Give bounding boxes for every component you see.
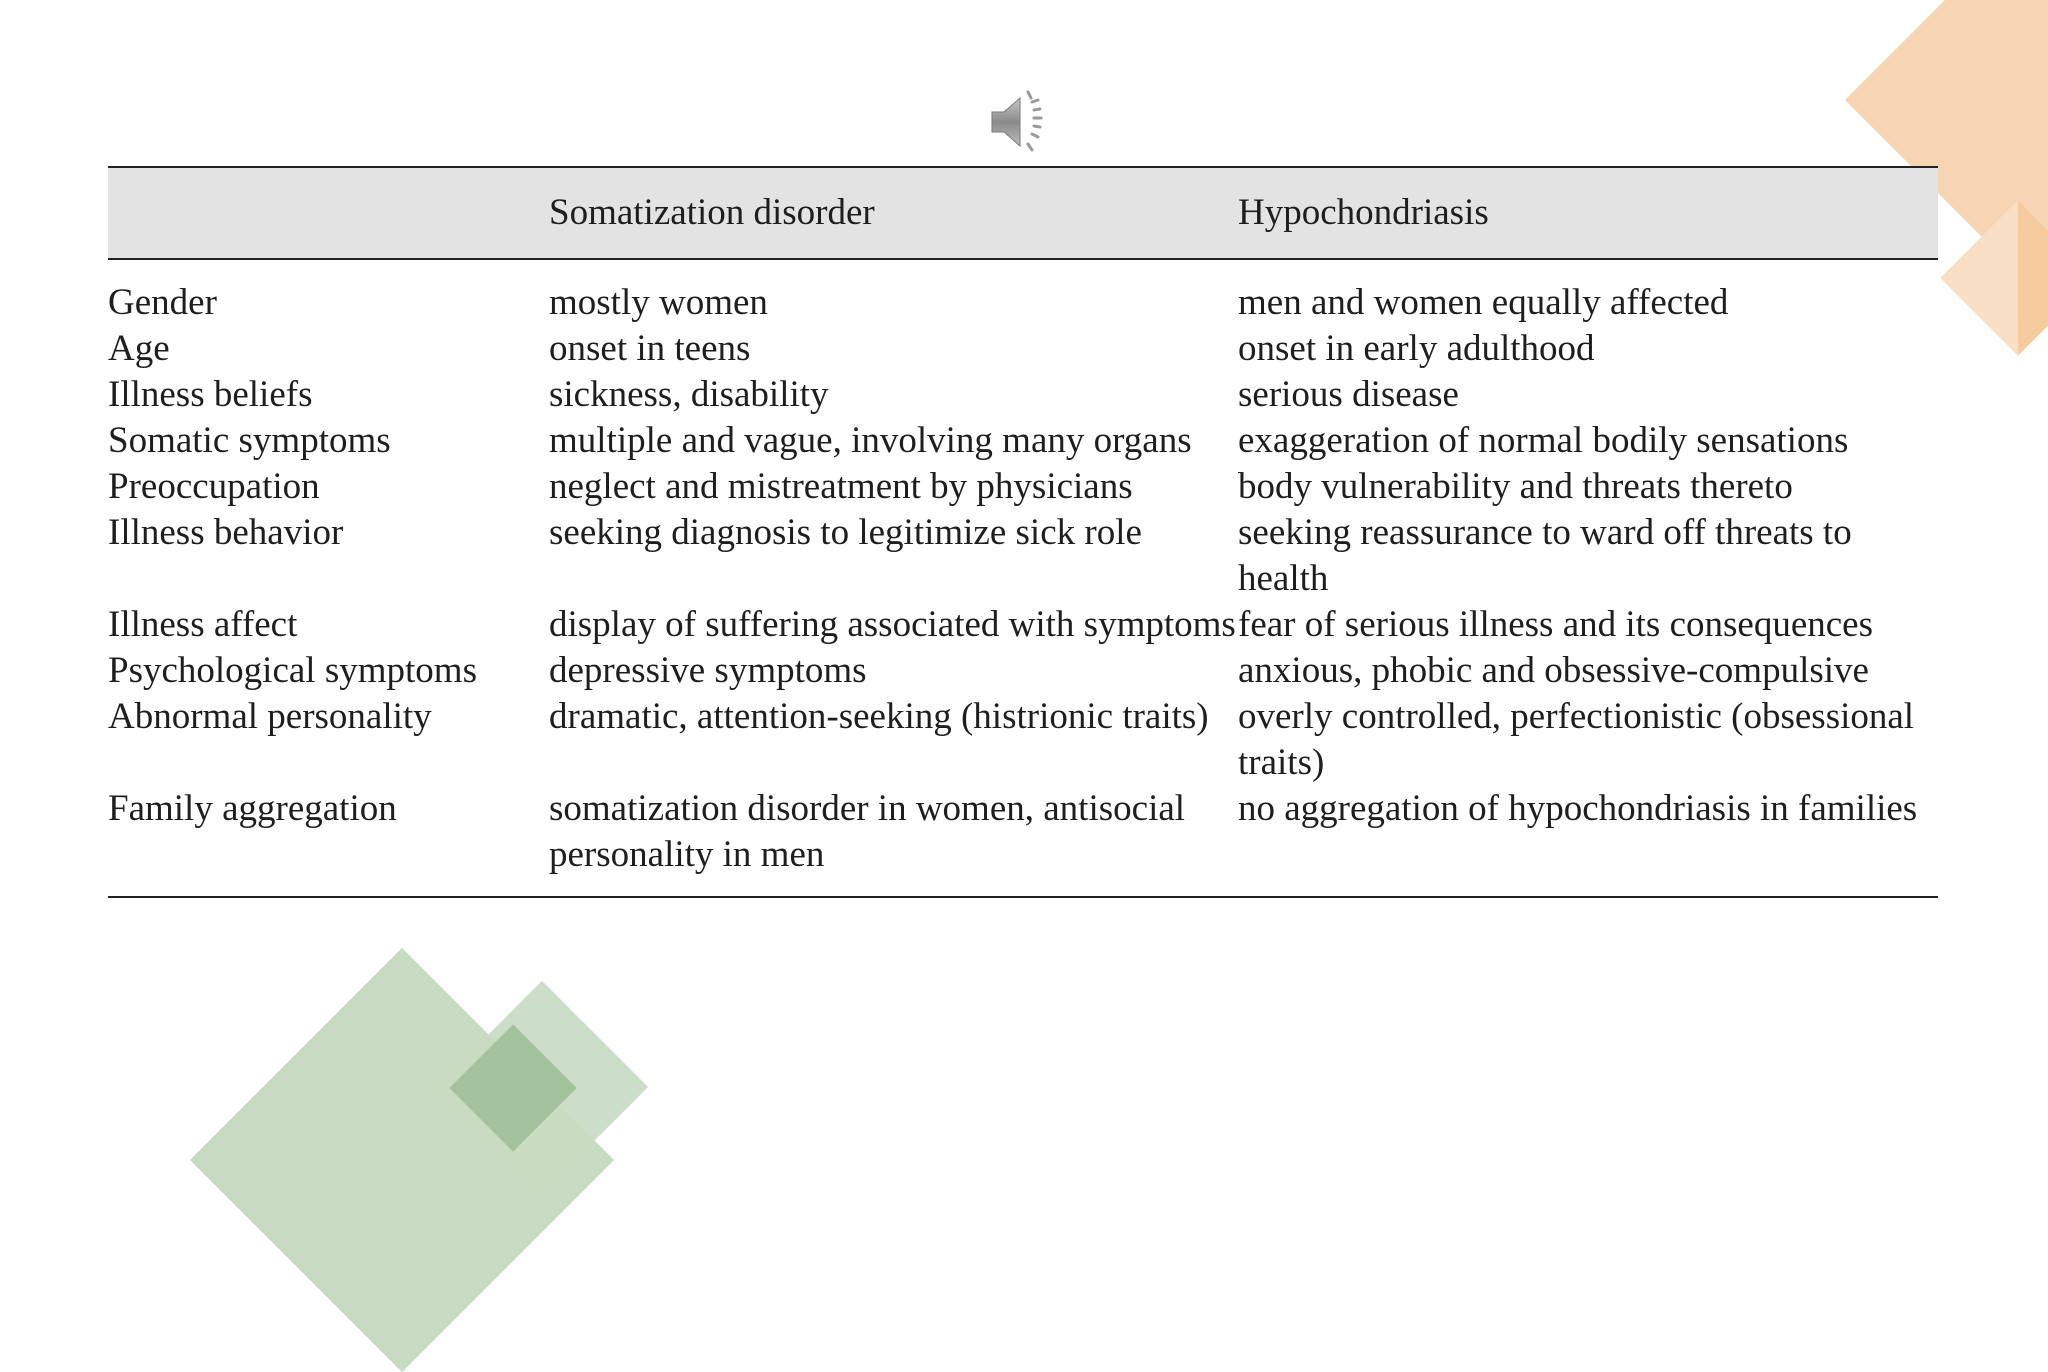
row-somatization: somatization disorder in women, antisocial personality in men xyxy=(549,788,1186,875)
comparison-table-container xyxy=(108,166,1938,898)
table-row xyxy=(108,464,1938,510)
header-hypochondriasis: Hypochondriasis xyxy=(1238,192,1489,233)
row-feature: Illness behavior xyxy=(108,512,344,553)
row-feature: Preoccupation xyxy=(108,466,320,507)
row-hypochondriasis: overly controlled, perfectionistic (obsessional traits) xyxy=(1238,696,1915,783)
row-somatization: display of suffering associated with symptoms xyxy=(549,604,1236,645)
row-feature: Psychological symptoms xyxy=(108,650,477,691)
row-hypochondriasis: no aggregation of hypochondriasis in families xyxy=(1238,788,1918,829)
table-row xyxy=(108,694,1938,786)
row-hypochondriasis: anxious, phobic and obsessive-compulsive xyxy=(1238,650,1869,691)
row-somatization: depressive symptoms xyxy=(549,650,867,691)
row-hypochondriasis: men and women equally affected xyxy=(1238,282,1729,323)
row-hypochondriasis: seeking reassurance to ward off threats to health xyxy=(1238,512,1852,599)
table-row xyxy=(108,326,1938,372)
row-hypochondriasis: exaggeration of normal bodily sensations xyxy=(1238,420,1849,461)
table-row xyxy=(108,648,1938,694)
speaker-icon[interactable] xyxy=(988,86,1060,158)
table-row xyxy=(108,602,1938,648)
row-feature: Somatic symptoms xyxy=(108,420,391,461)
row-somatization: multiple and vague, involving many organs xyxy=(549,420,1192,461)
row-hypochondriasis: serious disease xyxy=(1238,374,1459,415)
row-hypochondriasis: fear of serious illness and its consequences xyxy=(1238,604,1873,645)
row-somatization: onset in teens xyxy=(549,328,751,369)
row-feature: Age xyxy=(108,328,170,369)
row-feature: Illness beliefs xyxy=(108,374,313,415)
row-somatization: seeking diagnosis to legitimize sick role xyxy=(549,512,1142,553)
table-row xyxy=(108,786,1938,897)
row-feature: Family aggregation xyxy=(108,788,397,829)
table-header-row xyxy=(108,167,1938,259)
table-row xyxy=(108,372,1938,418)
row-somatization: mostly women xyxy=(549,282,768,323)
row-hypochondriasis: onset in early adulthood xyxy=(1238,328,1595,369)
table-row xyxy=(108,510,1938,602)
table-row xyxy=(108,418,1938,464)
row-feature: Gender xyxy=(108,282,217,323)
row-feature: Illness affect xyxy=(108,604,298,645)
header-feature xyxy=(108,167,549,259)
row-somatization: sickness, disability xyxy=(549,374,829,415)
row-somatization: neglect and mistreatment by physicians xyxy=(549,466,1133,507)
table-row xyxy=(108,259,1938,326)
row-feature: Abnormal personality xyxy=(108,696,432,737)
comparison-table xyxy=(108,166,1938,898)
row-hypochondriasis: body vulnerability and threats thereto xyxy=(1238,466,1793,507)
row-somatization: dramatic, attention-seeking (histrionic traits) xyxy=(549,696,1209,737)
header-somatization: Somatization disorder xyxy=(549,192,875,233)
